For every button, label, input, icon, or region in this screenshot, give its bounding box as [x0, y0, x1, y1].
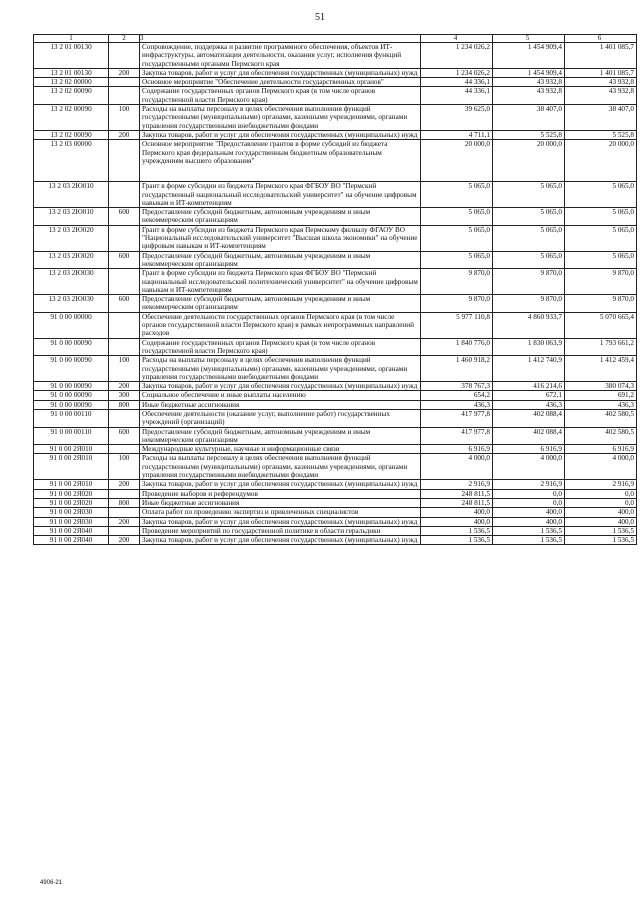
cell-expense-type: 600 [109, 208, 140, 226]
cell-amount-1: 9 870,0 [421, 295, 493, 313]
cell-code: 91 0 00 00090 [34, 356, 109, 382]
cell-amount-1: 20 000,0 [421, 140, 493, 182]
cell-name: Международные культурные, научные и информационные связи [140, 445, 421, 454]
cell-amount-2: 1 454 909,4 [493, 68, 565, 77]
cell-code: 13 2 02 00090 [34, 130, 109, 139]
cell-expense-type [109, 269, 140, 295]
cell-amount-1: 654,2 [421, 391, 493, 400]
cell-name: Закупка товаров, работ и услуг для обеспечения государственных (муниципальных) нужд [140, 68, 421, 77]
cell-amount-3: 402 580,5 [565, 427, 637, 445]
cell-amount-1: 248 811,5 [421, 489, 493, 498]
table-row [34, 251, 637, 269]
cell-expense-type [109, 445, 140, 454]
cell-amount-2: 38 407,0 [493, 105, 565, 131]
header-col-5: 5 [493, 35, 565, 43]
header-col-2: 2 [109, 35, 140, 43]
cell-expense-type [109, 140, 140, 182]
cell-expense-type [109, 225, 140, 251]
cell-code: 91 0 00 00090 [34, 338, 109, 356]
cell-amount-2: 20 000,0 [493, 140, 565, 182]
cell-amount-3: 402 580,5 [565, 409, 637, 427]
cell-name: Содержание государственных органов Пермского края (в том числе органов государственной власти Пермского края) [140, 87, 421, 105]
cell-expense-type: 800 [109, 400, 140, 409]
cell-expense-type [109, 87, 140, 105]
cell-amount-1: 436,3 [421, 400, 493, 409]
table-row [34, 130, 637, 139]
cell-code: 13 2 03 2Ю030 [34, 269, 109, 295]
cell-amount-3: 5 065,0 [565, 251, 637, 269]
cell-name: Обеспечение деятельности государственных органов Пермского края (в том числе органов государственной власти Пермского края) в рамках непрограммных направлений расходов [140, 312, 421, 338]
cell-amount-1: 5 065,0 [421, 182, 493, 208]
table-row [34, 489, 637, 498]
cell-amount-3: 2 916,9 [565, 480, 637, 489]
cell-code: 91 0 00 00000 [34, 312, 109, 338]
table-row [34, 105, 637, 131]
table-row [34, 78, 637, 87]
table-row [34, 517, 637, 526]
cell-name: Основное мероприятие "Предоставление грантов в форме субсидий из бюджета Пермского края федеральным государственным бюджетным образовательным учреждениям высшего образования" [140, 140, 421, 182]
cell-code: 91 0 00 2Я020 [34, 498, 109, 507]
cell-amount-1: 1 536,5 [421, 536, 493, 545]
cell-expense-type: 100 [109, 454, 140, 480]
cell-name: Закупка товаров, работ и услуг для обеспечения государственных (муниципальных) нужд [140, 480, 421, 489]
cell-amount-2: 402 088,4 [493, 427, 565, 445]
cell-amount-2: 4 000,0 [493, 454, 565, 480]
cell-code: 13 2 03 2Ю010 [34, 208, 109, 226]
cell-amount-3: 43 932,8 [565, 78, 637, 87]
cell-name: Основное мероприятие "Обеспечение деятельности государственных органов" [140, 78, 421, 87]
table-row [34, 225, 637, 251]
cell-amount-2: 1 412 740,9 [493, 356, 565, 382]
table-row [34, 526, 637, 535]
table-row [34, 208, 637, 226]
cell-name: Закупка товаров, работ и услуг для обеспечения государственных (муниципальных) нужд [140, 382, 421, 391]
cell-name: Предоставление субсидий бюджетным, автономным учреждениям и иным некоммерческим организациям [140, 295, 421, 313]
cell-name: Иные бюджетные ассигнования [140, 400, 421, 409]
cell-expense-type: 100 [109, 356, 140, 382]
cell-amount-3: 5 065,0 [565, 225, 637, 251]
cell-amount-3: 691,2 [565, 391, 637, 400]
cell-expense-type [109, 489, 140, 498]
table-row [34, 454, 637, 480]
cell-amount-1: 5 065,0 [421, 225, 493, 251]
cell-amount-2: 1 830 063,9 [493, 338, 565, 356]
table-row [34, 382, 637, 391]
cell-expense-type [109, 338, 140, 356]
table-row [34, 400, 637, 409]
cell-code: 91 0 00 2Я030 [34, 517, 109, 526]
cell-amount-2: 6 916,9 [493, 445, 565, 454]
cell-amount-2: 436,3 [493, 400, 565, 409]
cell-code: 13 2 02 00090 [34, 87, 109, 105]
cell-expense-type: 600 [109, 427, 140, 445]
cell-amount-3: 6 916,9 [565, 445, 637, 454]
cell-amount-3: 1 793 661,2 [565, 338, 637, 356]
cell-amount-2: 1 536,5 [493, 526, 565, 535]
table-header-row [34, 35, 637, 43]
cell-amount-3: 5 065,0 [565, 208, 637, 226]
cell-amount-1: 44 336,1 [421, 78, 493, 87]
cell-amount-3: 1 412 459,4 [565, 356, 637, 382]
cell-name: Обеспечение деятельности (оказание услуг, выполнение работ) государственных учреждений (организаций) [140, 409, 421, 427]
cell-amount-1: 6 916,9 [421, 445, 493, 454]
cell-expense-type: 200 [109, 536, 140, 545]
cell-amount-3: 1 536,5 [565, 526, 637, 535]
cell-amount-3: 1 536,5 [565, 536, 637, 545]
table-row [34, 269, 637, 295]
cell-expense-type: 200 [109, 517, 140, 526]
table-row [34, 391, 637, 400]
cell-amount-1: 1 460 918,2 [421, 356, 493, 382]
cell-amount-3: 0,0 [565, 498, 637, 507]
cell-amount-3: 9 870,0 [565, 295, 637, 313]
cell-code: 91 0 00 2Я040 [34, 526, 109, 535]
cell-name: Расходы на выплаты персоналу в целях обеспечения выполнения функций государственными (муниципальными) органами, казенными учреждениями, органами управления государственными внебюджетными фондами [140, 105, 421, 131]
cell-code: 91 0 00 00090 [34, 391, 109, 400]
cell-amount-2: 5 065,0 [493, 225, 565, 251]
cell-amount-3: 4 000,0 [565, 454, 637, 480]
cell-amount-2: 0,0 [493, 498, 565, 507]
cell-amount-1: 5 065,0 [421, 251, 493, 269]
cell-name: Грант в форме субсидии из бюджета Пермского края ФГБОУ ВО "Пермский национальный исследовательский политехнический университет" на обучение цифровым навыкам и ИТ-компетенциям [140, 269, 421, 295]
table-row [34, 140, 637, 182]
cell-amount-1: 4 711,1 [421, 130, 493, 139]
cell-code: 13 2 02 00090 [34, 105, 109, 131]
table-row [34, 508, 637, 517]
header-col-4: 4 [421, 35, 493, 43]
cell-amount-3: 9 870,0 [565, 269, 637, 295]
cell-code: 91 0 00 2Я040 [34, 536, 109, 545]
table-row [34, 498, 637, 507]
cell-expense-type [109, 182, 140, 208]
table-row [34, 338, 637, 356]
cell-name: Закупка товаров, работ и услуг для обеспечения государственных (муниципальных) нужд [140, 517, 421, 526]
cell-amount-2: 2 916,9 [493, 480, 565, 489]
cell-amount-2: 4 860 933,7 [493, 312, 565, 338]
cell-amount-1: 2 916,9 [421, 480, 493, 489]
cell-amount-3: 1 401 085,7 [565, 68, 637, 77]
table-row [34, 445, 637, 454]
cell-amount-3: 5 070 665,4 [565, 312, 637, 338]
cell-amount-1: 400,0 [421, 508, 493, 517]
cell-amount-2: 0,0 [493, 489, 565, 498]
cell-code: 91 0 00 2Я010 [34, 480, 109, 489]
cell-expense-type: 200 [109, 480, 140, 489]
cell-amount-1: 9 870,0 [421, 269, 493, 295]
footer-code: 4906-21 [40, 880, 63, 886]
cell-amount-1: 44 336,1 [421, 87, 493, 105]
cell-amount-1: 248 811,5 [421, 498, 493, 507]
table-row [34, 409, 637, 427]
cell-amount-3: 400,0 [565, 517, 637, 526]
cell-amount-1: 378 767,3 [421, 382, 493, 391]
cell-amount-3: 380 074,3 [565, 382, 637, 391]
cell-amount-2: 402 088,4 [493, 409, 565, 427]
cell-amount-1: 5 977 110,8 [421, 312, 493, 338]
table-row [34, 87, 637, 105]
cell-expense-type [109, 508, 140, 517]
cell-expense-type: 800 [109, 498, 140, 507]
cell-expense-type: 200 [109, 68, 140, 77]
cell-amount-1: 417 977,8 [421, 427, 493, 445]
cell-amount-2: 9 870,0 [493, 295, 565, 313]
cell-amount-1: 417 977,8 [421, 409, 493, 427]
cell-code: 13 2 01 00130 [34, 68, 109, 77]
cell-expense-type [109, 43, 140, 69]
header-col-3: 3 [140, 35, 421, 43]
table-row [34, 356, 637, 382]
cell-expense-type: 600 [109, 295, 140, 313]
header-col-1: 1 [34, 35, 109, 43]
cell-amount-3: 400,0 [565, 508, 637, 517]
cell-name: Оплата работ по проведению экспертиз и привлеченных специалистов [140, 508, 421, 517]
cell-expense-type: 100 [109, 105, 140, 131]
cell-code: 13 2 01 00130 [34, 43, 109, 69]
cell-amount-2: 672,1 [493, 391, 565, 400]
cell-code: 91 0 00 2Я010 [34, 445, 109, 454]
cell-name: Предоставление субсидий бюджетным, автономным учреждениям и иным некоммерческим организациям [140, 427, 421, 445]
cell-amount-1: 5 065,0 [421, 208, 493, 226]
cell-expense-type [109, 78, 140, 87]
cell-code: 91 0 00 00110 [34, 427, 109, 445]
cell-amount-3: 436,3 [565, 400, 637, 409]
cell-amount-2: 400,0 [493, 517, 565, 526]
cell-code: 91 0 00 00090 [34, 382, 109, 391]
cell-amount-1: 1 536,5 [421, 526, 493, 535]
cell-amount-1: 1 234 026,2 [421, 43, 493, 69]
cell-code: 13 2 03 2Ю030 [34, 295, 109, 313]
cell-name: Проведение выборов и референдумов [140, 489, 421, 498]
cell-name: Сопровождение, поддержка и развитие программного обеспечения, объектов ИТ-инфраструктуры, автоматизация деятельности, оказания услуг, исполнения функций государственными органами Пермского края [140, 43, 421, 69]
cell-amount-2: 43 932,8 [493, 87, 565, 105]
table-row [34, 43, 637, 69]
cell-code: 13 2 03 2Ю020 [34, 225, 109, 251]
cell-amount-3: 1 401 085,7 [565, 43, 637, 69]
cell-code: 13 2 02 00000 [34, 78, 109, 87]
cell-name: Расходы на выплаты персоналу в целях обеспечения выполнения функций государственными (муниципальными) органами, казенными учреждениями, органами управления государственными внебюджетными фондами [140, 454, 421, 480]
cell-name: Закупка товаров, работ и услуг для обеспечения государственных (муниципальных) нужд [140, 536, 421, 545]
cell-expense-type [109, 312, 140, 338]
cell-expense-type [109, 409, 140, 427]
cell-code: 91 0 00 00090 [34, 400, 109, 409]
budget-table [33, 34, 637, 545]
cell-amount-2: 5 525,8 [493, 130, 565, 139]
cell-code: 91 0 00 2Я010 [34, 454, 109, 480]
table-body [34, 43, 637, 545]
cell-code: 91 0 00 2Я020 [34, 489, 109, 498]
cell-name: Предоставление субсидий бюджетным, автономным учреждениям и иным некоммерческим организациям [140, 208, 421, 226]
cell-amount-3: 5 065,0 [565, 182, 637, 208]
table-row [34, 295, 637, 313]
cell-code: 13 2 03 00000 [34, 140, 109, 182]
cell-name: Иные бюджетные ассигнования [140, 498, 421, 507]
cell-amount-1: 1 840 776,0 [421, 338, 493, 356]
cell-expense-type [109, 526, 140, 535]
cell-code: 91 0 00 2Я030 [34, 508, 109, 517]
cell-code: 13 2 03 2Ю020 [34, 251, 109, 269]
cell-amount-3: 20 000,0 [565, 140, 637, 182]
cell-expense-type: 300 [109, 391, 140, 400]
table-row [34, 480, 637, 489]
cell-amount-2: 9 870,0 [493, 269, 565, 295]
cell-amount-3: 43 932,8 [565, 87, 637, 105]
cell-amount-1: 1 234 026,2 [421, 68, 493, 77]
cell-amount-2: 43 932,8 [493, 78, 565, 87]
cell-amount-3: 5 525,8 [565, 130, 637, 139]
cell-amount-1: 4 000,0 [421, 454, 493, 480]
cell-amount-3: 0,0 [565, 489, 637, 498]
cell-amount-2: 5 065,0 [493, 182, 565, 208]
cell-amount-1: 39 625,0 [421, 105, 493, 131]
page-number: 51 [315, 12, 325, 23]
cell-name: Грант в форме субсидии из бюджета Пермского края Пермскому филиалу ФГАОУ ВО "Национальный исследовательский университет "Высшая школа экономики" на обучение цифровым навыкам и ИТ-компетенциям [140, 225, 421, 251]
cell-amount-2: 1 454 909,4 [493, 43, 565, 69]
cell-name: Закупка товаров, работ и услуг для обеспечения государственных (муниципальных) нужд [140, 130, 421, 139]
cell-amount-2: 5 065,0 [493, 251, 565, 269]
cell-amount-2: 400,0 [493, 508, 565, 517]
table-row [34, 427, 637, 445]
table-row [34, 312, 637, 338]
cell-amount-3: 38 407,0 [565, 105, 637, 131]
cell-amount-1: 400,0 [421, 517, 493, 526]
cell-amount-2: 416 214,6 [493, 382, 565, 391]
cell-expense-type: 200 [109, 130, 140, 139]
cell-name: Расходы на выплаты персоналу в целях обеспечения выполнения функций государственными (муниципальными) органами, казенными учреждениями, органами управления государственными внебюджетными фондами [140, 356, 421, 382]
cell-amount-2: 5 065,0 [493, 208, 565, 226]
cell-amount-2: 1 536,5 [493, 536, 565, 545]
cell-name: Проведение мероприятий по государственной политике в области геральдики [140, 526, 421, 535]
table-row [34, 182, 637, 208]
cell-name: Социальное обеспечение и иные выплаты населению [140, 391, 421, 400]
table-row [34, 68, 637, 77]
cell-expense-type: 200 [109, 382, 140, 391]
cell-name: Грант в форме субсидии из бюджета Пермского края ФГБОУ ВО "Пермский государственный национальный исследовательский университет" на обучение цифровым навыкам и ИТ-компетенциям [140, 182, 421, 208]
cell-code: 13 2 03 2Ю010 [34, 182, 109, 208]
header-col-6: 6 [565, 35, 637, 43]
table-row [34, 536, 637, 545]
cell-name: Содержание государственных органов Пермского края (в том числе органов государственной власти Пермского края) [140, 338, 421, 356]
cell-name: Предоставление субсидий бюджетным, автономным учреждениям и иным некоммерческим организациям [140, 251, 421, 269]
cell-expense-type: 600 [109, 251, 140, 269]
cell-code: 91 0 00 00110 [34, 409, 109, 427]
